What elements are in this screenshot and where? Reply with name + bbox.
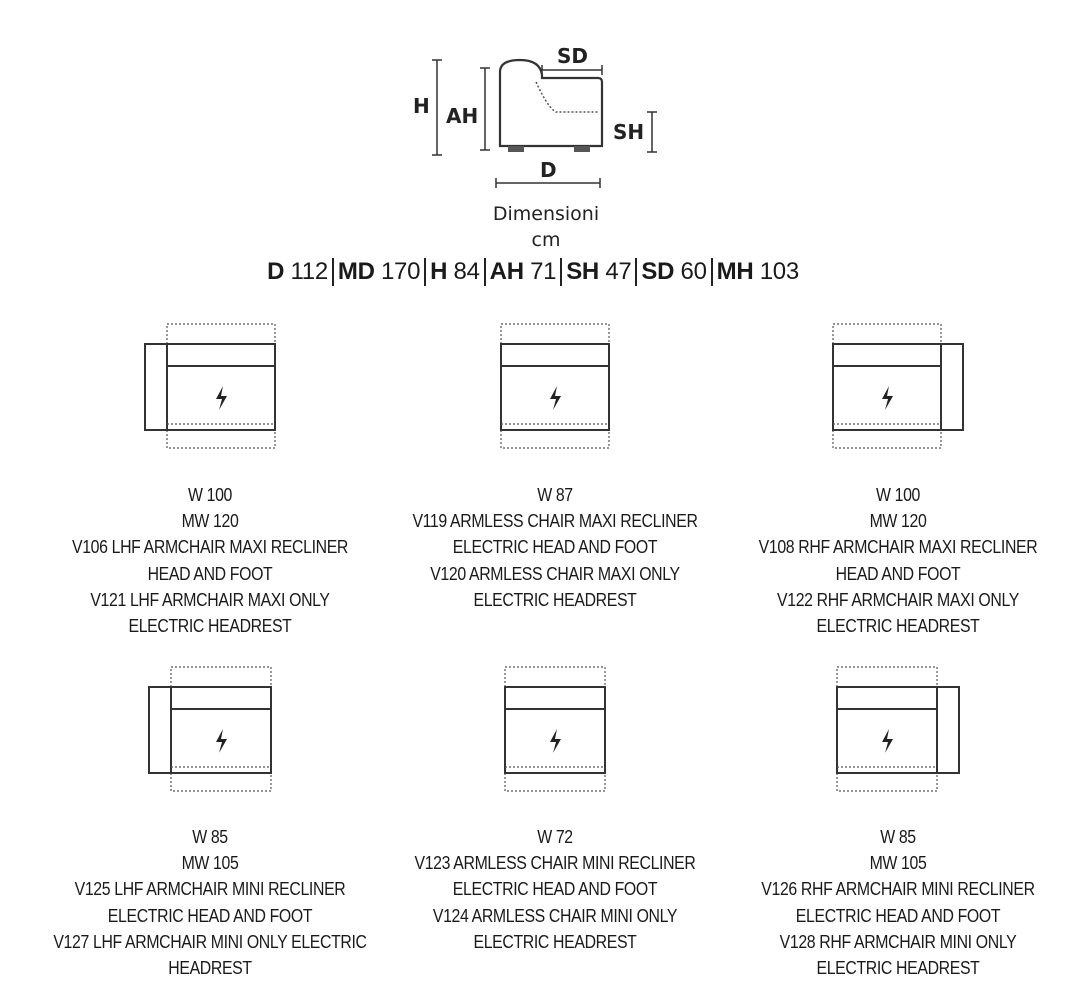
seat-body bbox=[167, 344, 275, 430]
caption-line: MW 105 bbox=[181, 853, 239, 874]
module-caption bbox=[740, 824, 1057, 981]
chair-side-outline bbox=[500, 60, 602, 146]
caption-line: V126 RHF ARMCHAIR MINI RECLINER bbox=[761, 879, 1035, 900]
dimension-key: MD bbox=[337, 258, 375, 285]
dimension-value: 47 bbox=[598, 258, 632, 285]
label-ah: AH bbox=[446, 104, 479, 128]
dimensions-title: Dimensioni bbox=[492, 203, 600, 225]
dimensions-unit: cm bbox=[531, 229, 561, 251]
label-d: D bbox=[540, 158, 557, 182]
caption-line: MW 120 bbox=[869, 511, 927, 532]
caption-line: V122 RHF ARMCHAIR MAXI ONLY bbox=[777, 589, 1019, 610]
armrest bbox=[937, 687, 959, 773]
seat-body bbox=[833, 344, 941, 430]
caption-line: V121 LHF ARMCHAIR MAXI ONLY bbox=[90, 589, 330, 610]
dimension-key: D bbox=[267, 258, 285, 285]
armrest bbox=[145, 344, 167, 430]
dimension-h bbox=[424, 258, 484, 286]
caption-line: ELECTRIC HEAD AND FOOT bbox=[452, 879, 658, 900]
dimension-value: 112 bbox=[284, 258, 328, 285]
caption-line: W 100 bbox=[187, 485, 233, 505]
label-h: H bbox=[413, 94, 430, 118]
caption-line: W 100 bbox=[875, 485, 921, 505]
caption-line: V120 ARMLESS CHAIR MAXI ONLY bbox=[430, 563, 680, 584]
caption-line: W 87 bbox=[537, 485, 573, 505]
caption-line: ELECTRIC HEADREST bbox=[473, 589, 637, 610]
caption-line: MW 120 bbox=[181, 511, 239, 532]
dimension-key: MH bbox=[716, 258, 754, 285]
caption-line: W 72 bbox=[537, 827, 573, 847]
caption-line: ELECTRIC HEAD AND FOOT bbox=[795, 905, 1001, 926]
dimension-sd bbox=[635, 258, 710, 286]
caption-line: MW 105 bbox=[869, 853, 927, 874]
label-sd: SD bbox=[557, 44, 589, 68]
caption-line: ELECTRIC HEADREST bbox=[128, 616, 292, 637]
module-caption bbox=[397, 824, 714, 955]
caption-line: ELECTRIC HEADREST bbox=[816, 958, 980, 979]
caption-line: V124 ARMLESS CHAIR MINI ONLY bbox=[432, 905, 678, 926]
caption-line: V128 RHF ARMCHAIR MINI ONLY bbox=[779, 931, 1017, 952]
caption-line: V119 ARMLESS CHAIR MAXI RECLINER bbox=[412, 511, 698, 532]
seat-body bbox=[837, 687, 937, 773]
dimension-value: 103 bbox=[753, 258, 799, 285]
dimension-mh bbox=[711, 258, 803, 286]
caption-line: HEAD AND FOOT bbox=[835, 563, 961, 584]
caption-line: V125 LHF ARMCHAIR MINI RECLINER bbox=[74, 879, 346, 900]
seat-body bbox=[505, 687, 605, 773]
module-right-maxi-plan bbox=[798, 322, 998, 462]
caption-line: V123 ARMLESS CHAIR MINI RECLINER bbox=[414, 853, 696, 874]
dimension-sh bbox=[560, 258, 635, 286]
dimension-key: SH bbox=[566, 258, 599, 285]
module-caption bbox=[740, 482, 1057, 639]
caption-line: ELECTRIC HEADREST bbox=[816, 616, 980, 637]
dimension-value: 84 bbox=[447, 258, 480, 285]
dimension-md bbox=[332, 258, 424, 286]
module-caption bbox=[52, 824, 369, 981]
seat-body bbox=[171, 687, 271, 773]
module-caption bbox=[52, 482, 369, 639]
module-none-mini-plan bbox=[455, 665, 655, 805]
armrest bbox=[941, 344, 963, 430]
side-view-diagram bbox=[0, 0, 1066, 200]
dimensions-row bbox=[0, 258, 1066, 286]
label-sh: SH bbox=[613, 120, 645, 144]
caption-line: HEAD AND FOOT bbox=[147, 563, 273, 584]
dimension-value: 60 bbox=[674, 258, 707, 285]
caption-line: HEADREST bbox=[168, 958, 252, 979]
armrest bbox=[149, 687, 171, 773]
dimension-value: 71 bbox=[523, 258, 557, 285]
dimension-d bbox=[263, 258, 332, 286]
caption-line: ELECTRIC HEAD AND FOOT bbox=[452, 537, 658, 558]
dimension-key: SD bbox=[641, 258, 675, 285]
caption-line: ELECTRIC HEAD AND FOOT bbox=[107, 905, 313, 926]
module-left-mini-plan bbox=[110, 665, 310, 805]
dimension-value: 170 bbox=[374, 258, 421, 285]
caption-line: V106 LHF ARMCHAIR MAXI RECLINER bbox=[71, 537, 349, 558]
module-caption bbox=[397, 482, 714, 613]
caption-line: V127 LHF ARMCHAIR MINI ONLY ELECTRIC bbox=[53, 931, 367, 952]
dimension-ah bbox=[484, 258, 561, 286]
seat-body bbox=[501, 344, 609, 430]
caption-line: ELECTRIC HEADREST bbox=[473, 931, 637, 952]
caption-line: V108 RHF ARMCHAIR MAXI RECLINER bbox=[758, 537, 1038, 558]
dimension-key: H bbox=[430, 258, 448, 285]
module-right-mini-plan bbox=[798, 665, 998, 805]
module-left-maxi-plan bbox=[110, 322, 310, 462]
module-none-maxi-plan bbox=[455, 322, 655, 462]
dimension-key: AH bbox=[489, 258, 524, 285]
caption-line: W 85 bbox=[192, 827, 228, 847]
caption-line: W 85 bbox=[880, 827, 916, 847]
